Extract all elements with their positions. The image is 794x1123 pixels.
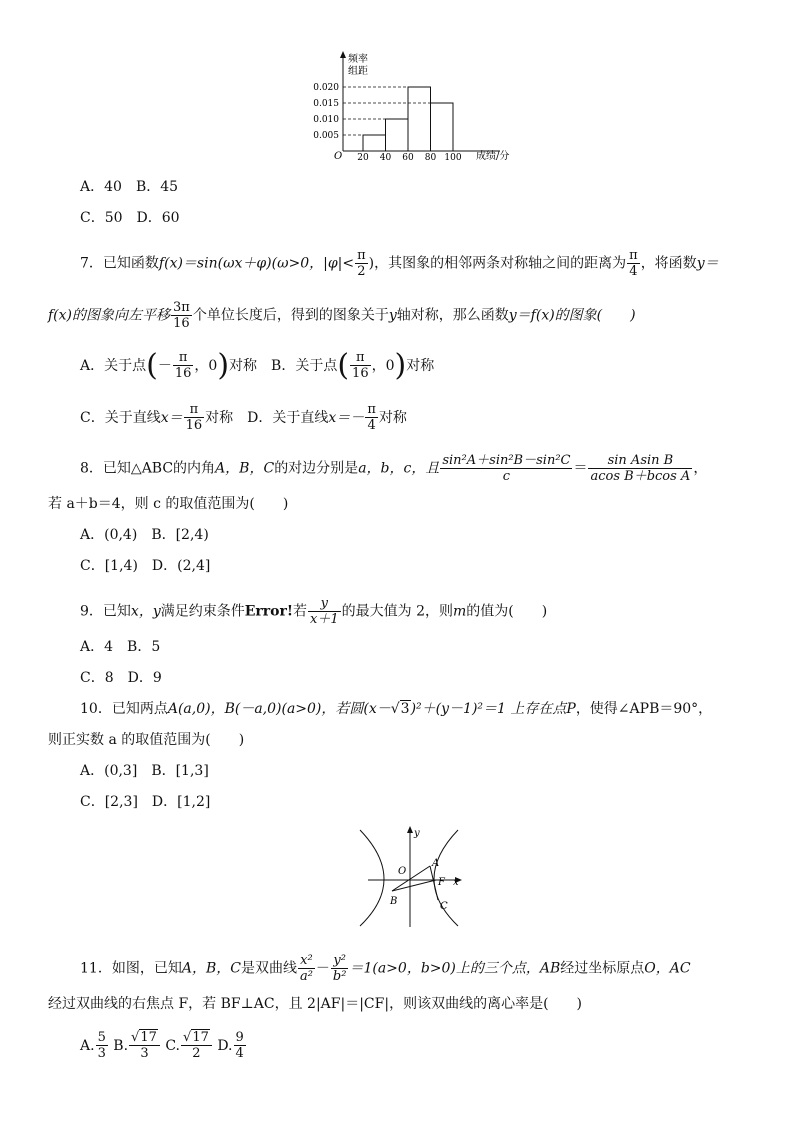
histogram-bar xyxy=(386,119,409,151)
q6-option-a[interactable]: A．40 xyxy=(80,179,122,195)
q11-line2: 经过双曲线的右焦点 F，若 BF⊥AC，且 2|AF|＝|CF|，则该双曲线的离心率是( ) xyxy=(48,996,583,1012)
q11-minus: － xyxy=(315,960,330,977)
q8-options-row2 xyxy=(80,556,210,576)
x-tick-label: 20 xyxy=(357,153,369,163)
q7-frac-3pi-16: $\frac{3\pi}{16}$ xyxy=(173,300,190,331)
y-tick-label: 0.020 xyxy=(313,83,339,93)
q7-text7: y＝f(x)的图象( ) xyxy=(508,307,636,324)
fig-y-arrow xyxy=(407,826,413,833)
chart-origin: O xyxy=(334,151,343,162)
q9-options-row2 xyxy=(80,668,162,688)
q11-ab: AB xyxy=(539,960,561,977)
q11-text5: O，AC xyxy=(644,960,691,977)
q9-options-row1 xyxy=(80,637,160,657)
segment-bf xyxy=(392,880,436,891)
q7-options-row2 xyxy=(80,402,407,433)
q8-text: 已知△ABC的内角 xyxy=(102,460,216,477)
q8-number: 8． xyxy=(80,460,103,477)
q8-text2: 的对边分别是 xyxy=(274,460,359,477)
q8-tail: ， xyxy=(693,460,708,477)
q9-xy: x，y xyxy=(130,603,161,620)
q10-text4: ，使得∠APB＝90°， xyxy=(575,701,713,717)
fig-label-b: B xyxy=(390,896,398,907)
chart-ylabel-bottom: 组距 xyxy=(348,66,368,77)
q7-line1 xyxy=(80,248,719,279)
q8-option-d[interactable]: D．(2,4] xyxy=(151,558,211,574)
y-tick-label: 0.010 xyxy=(313,115,339,125)
histogram-bar xyxy=(363,135,386,151)
q7-number: 7． xyxy=(80,255,103,272)
q9-text: 已知 xyxy=(102,603,131,620)
q11-text: 如图，已知 xyxy=(111,960,182,977)
fig-label-x: x xyxy=(453,877,459,888)
q10-text: 已知两点 xyxy=(111,701,168,717)
q9-m: m xyxy=(453,603,467,620)
q10-text3: )²＋(y－1)²＝1 上存在点 xyxy=(410,701,567,717)
histogram-chart xyxy=(0,0,794,170)
fig-label-y: y xyxy=(414,828,420,839)
q8-option-c[interactable]: C．[1,4) xyxy=(80,558,138,574)
q8-frac1: $\frac{\text{sin²A＋sin²B－sin²C}}{c}$ xyxy=(442,453,571,484)
q11-option-b[interactable]: B. $\frac{√17}{3}$ xyxy=(113,1038,161,1054)
q11-options xyxy=(80,1030,247,1061)
q8-frac2: $\frac{\text{sin Asin B}}{\text{acos B＋bcos A}}$ xyxy=(590,453,691,484)
q9-number: 9． xyxy=(80,603,103,620)
q9-option-b[interactable]: B．5 xyxy=(127,639,161,655)
q7-text: 已知函数 xyxy=(102,255,159,272)
q9-option-c[interactable]: C．8 xyxy=(80,670,114,686)
hyperbola-left-branch xyxy=(360,830,384,926)
y-tick-label: 0.005 xyxy=(313,131,339,141)
hyperbola-figure xyxy=(0,822,794,932)
y-tick-label: 0.015 xyxy=(313,99,339,109)
q11-text4: 经过坐标原点 xyxy=(560,960,645,977)
q11-text3: ＝1(a>0，b>0)上的三个点， xyxy=(349,960,540,977)
segment-ac xyxy=(430,866,438,900)
q8-line2: 若 a＋b＝4，则 c 的取值范围为( ) xyxy=(48,496,289,512)
q7-frac-pi-2: $\frac{\pi}{2}$ xyxy=(357,248,366,279)
q10-option-d[interactable]: D．[1,2] xyxy=(151,794,211,810)
q9-text2: 满足约束条件 xyxy=(160,603,245,620)
q6-option-d[interactable]: D．60 xyxy=(136,210,180,226)
q10-option-a[interactable]: A．(0,3] xyxy=(80,763,138,779)
q9-error: Error! xyxy=(244,603,294,620)
q8-eq: ＝ xyxy=(573,460,588,477)
q10-options-row2 xyxy=(80,792,210,812)
q10-option-b[interactable]: B．[1,3] xyxy=(151,763,209,779)
q7-option-a[interactable]: A．关于点(－ $\frac{\pi}{16}$ ，0)对称 xyxy=(80,347,258,383)
q9-option-a[interactable]: A．4 xyxy=(80,639,114,655)
fig-label-o: O xyxy=(398,866,407,877)
fig-label-a: A xyxy=(432,858,440,869)
fig-label-f: F xyxy=(438,877,445,888)
q10-number: 10． xyxy=(80,701,112,717)
q10-line2: 则正实数 a 的取值范围为( ) xyxy=(48,732,245,748)
q10-p: P xyxy=(566,701,576,717)
histogram-bar xyxy=(431,103,454,151)
q10-line1: 10．已知两点A(a,0)，B(－a,0)(a>0)，若圆(x－√3)²＋(y－1)²＝1 上存在点P，使得∠APB＝90°， xyxy=(80,701,713,717)
q11-frac-x2a2: $\frac{\text{x²}}{\text{a²}}$ xyxy=(299,953,313,984)
q7-yeq: y＝ xyxy=(696,255,719,272)
q11-text2: 是双曲线 xyxy=(240,960,297,977)
q9-frac: $\frac{y}{x+1}$ xyxy=(310,596,339,627)
q11-option-d[interactable]: D. $\frac{9}{4}$ xyxy=(217,1030,244,1061)
q7-text4: f(x)的图象向左平移 xyxy=(48,307,171,324)
q9-line1 xyxy=(80,596,547,627)
q11-number: 11． xyxy=(80,960,112,977)
q8-vars: A，B，C xyxy=(215,460,275,477)
q7-text2: )，其图象的相邻两条对称轴之间的距离为 xyxy=(368,255,627,272)
x-tick-label: 40 xyxy=(379,153,392,163)
q7-function: f(x)＝sin(ωx＋φ)(ω>0，|φ|< xyxy=(158,255,355,272)
chart-ylabel-top: 频率 xyxy=(348,54,368,65)
q8-line1 xyxy=(80,453,707,484)
q11-vars: A，B，C xyxy=(181,960,241,977)
q7-frac-pi-4: $\frac{\pi}{4}$ xyxy=(629,248,638,279)
q8-option-a[interactable]: A．(0,4) xyxy=(80,527,138,543)
q7-text6: 轴对称，那么函数 xyxy=(396,307,509,324)
q7-options-row1 xyxy=(80,347,435,383)
q9-text3: 若 xyxy=(293,603,308,620)
q8-options-row1 xyxy=(80,525,209,545)
q11-option-a[interactable]: A. $\frac{5}{3}$ xyxy=(80,1030,106,1061)
y-axis-arrow xyxy=(340,51,346,58)
q7-y: y xyxy=(388,307,397,324)
q10-options-row1 xyxy=(80,761,209,781)
q11-frac-y2b2: $\frac{\text{y²}}{\text{b²}}$ xyxy=(332,953,347,984)
q7-line2 xyxy=(48,300,636,331)
q9-text4: 的最大值为 2，则 xyxy=(341,603,453,620)
q8-text3: a，b，c，且 xyxy=(358,460,440,477)
q7-text5: 个单位长度后，得到的图象关于 xyxy=(192,307,389,324)
q10-sqrt3: 3 xyxy=(400,701,410,717)
q7-option-d[interactable]: D．关于直线x＝－ $\frac{\pi}{4}$ 对称 xyxy=(247,402,407,433)
x-tick-label: 100 xyxy=(444,153,462,163)
q10-option-c[interactable]: C．[2,3] xyxy=(80,794,138,810)
q6-options-row2 xyxy=(80,208,180,228)
q9-text5: 的值为( ) xyxy=(466,603,548,620)
x-tick-label: 80 xyxy=(424,153,437,163)
q9-option-d[interactable]: D．9 xyxy=(127,670,162,686)
x-tick-label: 60 xyxy=(402,153,414,163)
histogram-bar xyxy=(408,87,431,151)
chart-xlabel: 成绩/分 xyxy=(476,151,510,162)
q7-option-c[interactable]: C．关于直线x＝ $\frac{\pi}{16}$ 对称 xyxy=(80,402,234,433)
q8-option-b[interactable]: B．[2,4) xyxy=(151,527,209,543)
q6-options-row1 xyxy=(80,177,178,197)
q6-option-c[interactable]: C．50 xyxy=(80,210,123,226)
q6-option-b[interactable]: B．45 xyxy=(135,179,179,195)
q11-line1 xyxy=(80,953,691,984)
fig-label-c: C xyxy=(440,901,448,912)
q10-text2: A(a,0)，B(－a,0)(a>0)，若圆(x－ xyxy=(167,701,391,717)
q7-text3: ，将函数 xyxy=(640,255,697,272)
q11-option-c[interactable]: C. $\frac{√17}{2}$ xyxy=(165,1038,213,1054)
q7-option-b[interactable]: B．关于点( $\frac{\pi}{16}$ ，0)对称 xyxy=(271,347,435,383)
